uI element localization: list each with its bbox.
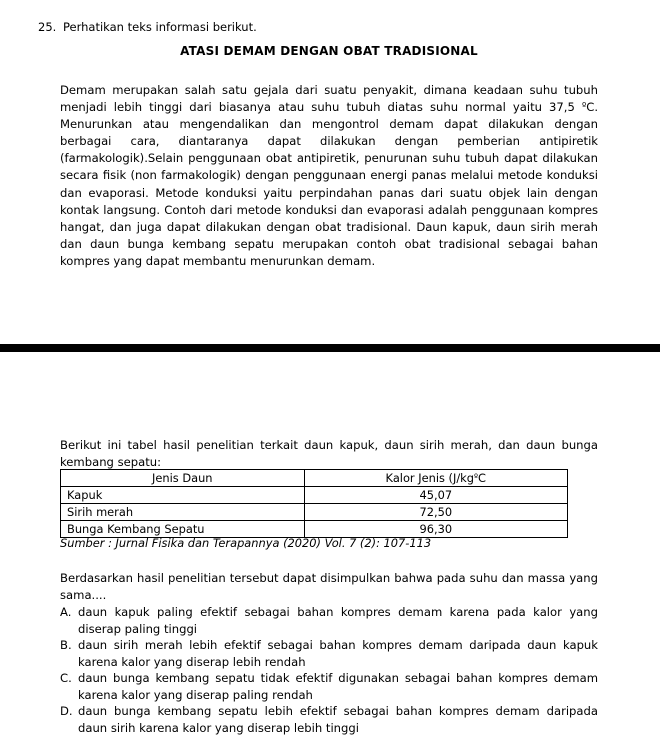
table-row [61, 487, 568, 504]
cell-leaf-name: Bunga Kembang Sepatu [61, 521, 305, 538]
header-kalor-prefix: Kalor Jenis (J/kg [385, 471, 475, 485]
research-data-table [60, 469, 568, 538]
cell-leaf-name: Kapuk [61, 487, 305, 504]
answer-option-b[interactable] [60, 637, 598, 670]
table-row [61, 521, 568, 538]
table-header-jenis-daun: Jenis Daun [61, 470, 305, 487]
cell-specific-heat: 72,50 [304, 504, 567, 521]
option-letter-d: D. [60, 704, 73, 718]
answer-option-d[interactable] [60, 703, 598, 736]
header-degree-icon: º [474, 473, 479, 483]
article-paragraph [60, 82, 598, 270]
table-row [61, 504, 568, 521]
option-letter-b: B. [60, 638, 72, 652]
question-number: 25. [38, 20, 57, 34]
option-text-d: daun bunga kembang sepatu lebih efektif sebagai bahan kompres demam daripada daun sirih karena kalor yang diserap lebih tinggi [78, 704, 598, 735]
cell-specific-heat: 45,07 [304, 487, 567, 504]
question-header [38, 20, 257, 35]
degree-symbol-icon: º [581, 102, 587, 113]
table-header-row [61, 470, 568, 487]
answer-options-list [60, 604, 598, 736]
option-letter-a: A. [60, 605, 72, 619]
table-intro-text: Berikut ini tabel hasil penelitian terkait daun kapuk, daun sirih merah, dan daun bunga kembang sepatu: [60, 438, 598, 469]
paragraph-text-part-1: Demam merupakan salah satu gejala dari suatu penyakit, dimana keadaan suhu tubuh menjadi lebih tinggi dari biasanya atau suhu tubuh diatas suhu normal yaitu 37,5 [60, 83, 598, 115]
question-instruction: Perhatikan teks informasi berikut. [63, 20, 257, 34]
options-lead-in: Berdasarkan hasil penelitian tersebut dapat disimpulkan bahwa pada suhu dan massa yang sama.... [60, 571, 598, 602]
paragraph-text-part-2: C. Menurunkan atau mengendalikan dan mengontrol demam dapat dilakukan dengan berbagai cara, diantaranya dapat dilakukan dengan pemberian antipiretik (farmakologik).Selain penggunaan obat antipiretik, penurunan suhu tubuh dapat dilakukan secara fisik (non farmakologik) dengan penggunaan energi panas melalui metode konduksi dan evaporasi. Metode konduksi yaitu perpindahan panas dari suatu objek lain dengan kontak langsung. Contoh dari metode konduksi dan evaporasi adalah penggunaan kompres hangat, dan juga dapat dilakukan dengan obat tradisional. Daun kapuk, daun sirih merah dan daun bunga kembang sepatu merupakan contoh obat tradisional sebagai bahan kompres yang dapat membantu menurunkan demam. [60, 100, 598, 268]
option-letter-c: C. [60, 671, 72, 685]
article-title: ATASI DEMAM DENGAN OBAT TRADISIONAL [180, 44, 478, 58]
page-separator-bar [0, 344, 660, 352]
cell-leaf-name: Sirih merah [61, 504, 305, 521]
answer-option-c[interactable] [60, 670, 598, 703]
answer-option-a[interactable] [60, 604, 598, 637]
option-text-b: daun sirih merah lebih efektif sebagai bahan kompres demam daripada daun kapuk karena kalor yang diserap lebih rendah [78, 638, 598, 669]
option-text-a: daun kapuk paling efektif sebagai bahan kompres demam karena pada kalor yang diserap paling tinggi [78, 605, 598, 636]
table-source-citation: Sumber : Jurnal Fisika dan Terapannya (2020) Vol. 7 (2): 107-113 [60, 536, 432, 550]
option-text-c: daun bunga kembang sepatu tidak efektif digunakan sebagai bahan kompres demam karena kalor yang diserap paling rendah [78, 671, 598, 702]
cell-specific-heat: 96,30 [304, 521, 567, 538]
table-header-kalor-jenis [304, 470, 567, 487]
header-kalor-suffix: C [478, 471, 486, 485]
